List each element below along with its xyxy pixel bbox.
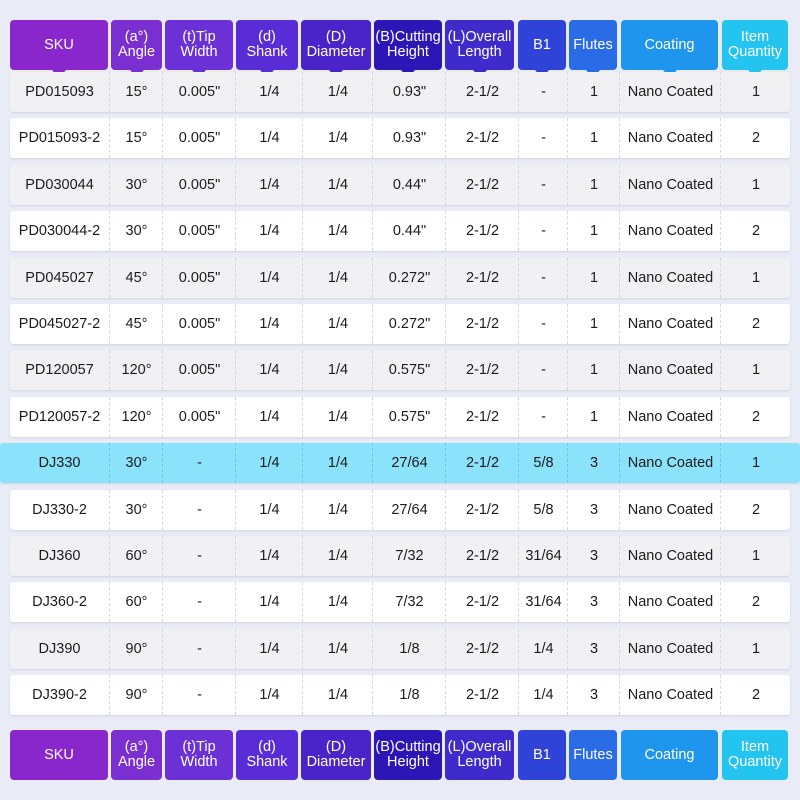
header-b1	[518, 20, 566, 70]
header-item-quantity	[722, 20, 788, 70]
cell-tip-width: 0.005"	[162, 118, 236, 158]
cell-item-quantity: 1	[720, 258, 791, 298]
header-text: (a°)	[124, 29, 149, 45]
footer-header-coating	[621, 730, 718, 780]
cell-angle: 15°	[109, 72, 163, 112]
table-row	[10, 165, 790, 205]
cell-sku: DJ330-2	[32, 501, 87, 518]
cell-flutes: 3	[567, 675, 620, 715]
cell-angle: 45°	[109, 304, 163, 344]
table-row	[10, 350, 790, 390]
header-text: Width	[180, 44, 218, 60]
cell-sku: PD030044	[25, 176, 94, 193]
cell-angle: 120°	[109, 397, 163, 437]
cell-cutting-height: 0.44"	[372, 165, 446, 205]
header-text: (a°)	[124, 739, 149, 755]
header-text: B1	[533, 746, 551, 763]
table-row	[10, 582, 790, 622]
table-row	[10, 397, 790, 437]
cell-cutting-height: 0.575"	[372, 350, 446, 390]
cell-shank: 1/4	[235, 165, 303, 205]
cell-shank: 1/4	[235, 629, 303, 669]
header-cutting-height	[374, 20, 442, 70]
footer-header-item-quantity	[722, 730, 788, 780]
cell-shank: 1/4	[235, 397, 303, 437]
cell-diameter: 1/4	[302, 350, 373, 390]
cell-cutting-height: 1/8	[372, 629, 446, 669]
cell-flutes: 1	[567, 304, 620, 344]
table-row	[0, 443, 800, 483]
cell-cutting-height: 0.272"	[372, 304, 446, 344]
cell-flutes: 3	[567, 582, 620, 622]
cell-b1: 1/4	[518, 629, 568, 669]
cell-item-quantity: 2	[720, 304, 791, 344]
header-text: (D)	[325, 739, 347, 755]
cell-diameter: 1/4	[302, 397, 373, 437]
cell-overall-length: 2-1/2	[445, 443, 519, 483]
cell-b1: -	[518, 72, 568, 112]
cell-sku: DJ390	[38, 640, 81, 657]
header-coating	[621, 20, 718, 70]
header-text: (B)Cutting	[375, 739, 441, 755]
footer-header-flutes	[569, 730, 617, 780]
cell-flutes: 1	[567, 258, 620, 298]
header-text: Length	[457, 44, 502, 60]
cell-angle: 90°	[109, 675, 163, 715]
cell-angle: 90°	[109, 629, 163, 669]
cell-item-quantity: 1	[720, 72, 791, 112]
cell-sku: PD015093-2	[18, 130, 101, 147]
table-row	[10, 258, 790, 298]
cell-b1: 31/64	[518, 582, 568, 622]
cell-shank: 1/4	[235, 118, 303, 158]
footer-header-angle	[111, 730, 162, 780]
header-text: SKU	[44, 36, 74, 53]
cell-item-quantity: 2	[720, 675, 791, 715]
cell-tip-width: -	[162, 582, 236, 622]
cell-cutting-height: 0.272"	[372, 258, 446, 298]
header-text: Flutes	[573, 746, 613, 763]
cell-diameter: 1/4	[302, 629, 373, 669]
cell-shank: 1/4	[235, 211, 303, 251]
cell-angle: 60°	[109, 582, 163, 622]
cell-coating: Nano Coated	[619, 258, 721, 298]
cell-diameter: 1/4	[302, 72, 373, 112]
cell-flutes: 1	[567, 397, 620, 437]
cell-cutting-height: 27/64	[372, 443, 446, 483]
header-angle	[111, 20, 162, 70]
footer-header-overall-length	[445, 730, 514, 780]
cell-shank: 1/4	[235, 443, 303, 483]
cell-coating: Nano Coated	[619, 118, 721, 158]
cell-angle: 15°	[109, 118, 163, 158]
cell-flutes: 1	[567, 118, 620, 158]
header-shank	[236, 20, 298, 70]
cell-sku: PD120057-2	[18, 408, 101, 425]
header-text: Length	[457, 754, 502, 770]
cell-overall-length: 2-1/2	[445, 165, 519, 205]
cell-tip-width: -	[162, 490, 236, 530]
cell-cutting-height: 1/8	[372, 675, 446, 715]
cell-item-quantity: 1	[720, 165, 791, 205]
cell-coating: Nano Coated	[619, 443, 721, 483]
header-diameter	[301, 20, 371, 70]
header-text: Shank	[246, 44, 288, 60]
cell-overall-length: 2-1/2	[445, 72, 519, 112]
cell-item-quantity: 2	[720, 211, 791, 251]
cell-b1: -	[518, 165, 568, 205]
header-text: (B)Cutting	[375, 29, 441, 45]
cell-angle: 30°	[109, 211, 163, 251]
table-row	[10, 211, 790, 251]
cell-b1: -	[518, 304, 568, 344]
cell-shank: 1/4	[235, 582, 303, 622]
table-row	[10, 675, 790, 715]
header-text: SKU	[44, 746, 74, 763]
cell-sku: PD045027-2	[18, 316, 101, 332]
cell-overall-length: 2-1/2	[445, 490, 519, 530]
cell-diameter: 1/4	[302, 118, 373, 158]
cell-overall-length: 2-1/2	[445, 536, 519, 576]
header-text: Item	[740, 739, 770, 755]
cell-tip-width: 0.005"	[162, 72, 236, 112]
cell-flutes: 3	[567, 490, 620, 530]
header-text: (L)Overall	[447, 29, 512, 45]
cell-overall-length: 2-1/2	[445, 211, 519, 251]
header-text: (t)Tip	[182, 29, 216, 45]
cell-shank: 1/4	[235, 675, 303, 715]
cell-flutes: 1	[567, 72, 620, 112]
cell-b1: -	[518, 350, 568, 390]
cell-diameter: 1/4	[302, 211, 373, 251]
cell-angle: 120°	[109, 350, 163, 390]
cell-shank: 1/4	[235, 304, 303, 344]
header-sku	[10, 20, 108, 70]
footer-header-b1	[518, 730, 566, 780]
table-row	[10, 304, 790, 344]
cell-flutes: 3	[567, 629, 620, 669]
cell-sku: DJ360-2	[32, 594, 87, 611]
cell-item-quantity: 2	[720, 490, 791, 530]
cell-cutting-height: 7/32	[372, 582, 446, 622]
header-text: Diameter	[306, 44, 366, 60]
cell-overall-length: 2-1/2	[445, 397, 519, 437]
cell-angle: 60°	[109, 536, 163, 576]
cell-shank: 1/4	[235, 490, 303, 530]
cell-tip-width: 0.005"	[162, 350, 236, 390]
cell-b1: -	[518, 258, 568, 298]
cell-overall-length: 2-1/2	[445, 304, 519, 344]
footer-header-shank	[236, 730, 298, 780]
cell-coating: Nano Coated	[619, 211, 721, 251]
cell-item-quantity: 1	[720, 350, 791, 390]
cell-coating: Nano Coated	[619, 304, 721, 344]
cell-tip-width: -	[162, 536, 236, 576]
header-text: Diameter	[306, 754, 366, 770]
cell-tip-width: -	[162, 675, 236, 715]
cell-diameter: 1/4	[302, 536, 373, 576]
header-text: Quantity	[728, 44, 782, 60]
cell-sku: PD120057	[25, 362, 94, 379]
cell-diameter: 1/4	[302, 304, 373, 344]
cell-overall-length: 2-1/2	[445, 258, 519, 298]
cell-tip-width: 0.005"	[162, 258, 236, 298]
header-text: Flutes	[573, 36, 613, 53]
cell-sku: DJ330	[38, 455, 81, 472]
header-overall-length	[445, 20, 514, 70]
footer-header-sku	[10, 730, 108, 780]
cell-angle: 30°	[109, 490, 163, 530]
cell-coating: Nano Coated	[619, 675, 721, 715]
cell-coating: Nano Coated	[619, 490, 721, 530]
cell-diameter: 1/4	[302, 258, 373, 298]
cell-coating: Nano Coated	[619, 536, 721, 576]
header-text: Height	[387, 44, 429, 60]
header-tip-width	[165, 20, 233, 70]
cell-shank: 1/4	[235, 72, 303, 112]
cell-overall-length: 2-1/2	[445, 675, 519, 715]
cell-item-quantity: 1	[720, 443, 791, 483]
cell-shank: 1/4	[235, 258, 303, 298]
cell-tip-width: 0.005"	[162, 304, 236, 344]
cell-sku: PD045027	[25, 269, 94, 286]
cell-item-quantity: 2	[720, 118, 791, 158]
cell-cutting-height: 0.93"	[372, 72, 446, 112]
header-text: Height	[387, 754, 429, 770]
cell-b1: -	[518, 118, 568, 158]
cell-coating: Nano Coated	[619, 397, 721, 437]
cell-coating: Nano Coated	[619, 629, 721, 669]
cell-flutes: 1	[567, 350, 620, 390]
header-text: Coating	[644, 36, 695, 53]
header-text: (t)Tip	[182, 739, 216, 755]
cell-b1: 1/4	[518, 675, 568, 715]
cell-overall-length: 2-1/2	[445, 582, 519, 622]
header-text: Quantity	[728, 754, 782, 770]
cell-cutting-height: 27/64	[372, 490, 446, 530]
cell-angle: 30°	[109, 443, 163, 483]
cell-cutting-height: 0.93"	[372, 118, 446, 158]
cell-sku: DJ390-2	[32, 687, 87, 704]
cell-cutting-height: 0.44"	[372, 211, 446, 251]
cell-diameter: 1/4	[302, 582, 373, 622]
cell-overall-length: 2-1/2	[445, 118, 519, 158]
cell-tip-width: -	[162, 443, 236, 483]
header-text: Shank	[246, 754, 288, 770]
header-text: (D)	[325, 29, 347, 45]
cell-flutes: 1	[567, 211, 620, 251]
cell-sku: PD015093	[25, 84, 94, 100]
cell-diameter: 1/4	[302, 675, 373, 715]
cell-cutting-height: 0.575"	[372, 397, 446, 437]
cell-item-quantity: 2	[720, 582, 791, 622]
cell-item-quantity: 1	[720, 629, 791, 669]
cell-angle: 30°	[109, 165, 163, 205]
cell-tip-width: 0.005"	[162, 211, 236, 251]
cell-flutes: 3	[567, 536, 620, 576]
header-flutes	[569, 20, 617, 70]
cell-sku: DJ360	[38, 548, 81, 564]
cell-flutes: 1	[567, 165, 620, 205]
cell-sku: PD030044-2	[18, 223, 101, 240]
cell-overall-length: 2-1/2	[445, 350, 519, 390]
cell-coating: Nano Coated	[619, 72, 721, 112]
header-text: Item	[740, 29, 770, 45]
cell-shank: 1/4	[235, 536, 303, 576]
cell-diameter: 1/4	[302, 443, 373, 483]
cell-tip-width: 0.005"	[162, 397, 236, 437]
cell-tip-width: 0.005"	[162, 165, 236, 205]
table-row	[10, 490, 790, 530]
cell-tip-width: -	[162, 629, 236, 669]
cell-coating: Nano Coated	[619, 582, 721, 622]
header-row-top	[0, 20, 800, 70]
cell-angle: 45°	[109, 258, 163, 298]
cell-b1: 5/8	[518, 443, 568, 483]
cell-coating: Nano Coated	[619, 165, 721, 205]
footer-header-cutting-height	[374, 730, 442, 780]
header-text: (L)Overall	[447, 739, 512, 755]
table-row	[10, 629, 790, 669]
footer-header-diameter	[301, 730, 371, 780]
cell-diameter: 1/4	[302, 490, 373, 530]
header-row-bottom	[0, 730, 800, 780]
cell-item-quantity: 1	[720, 536, 791, 576]
cell-item-quantity: 2	[720, 397, 791, 437]
cell-overall-length: 2-1/2	[445, 629, 519, 669]
header-text: Angle	[117, 44, 156, 60]
cell-cutting-height: 7/32	[372, 536, 446, 576]
cell-flutes: 3	[567, 443, 620, 483]
cell-b1: -	[518, 211, 568, 251]
table-row	[10, 72, 790, 112]
cell-shank: 1/4	[235, 350, 303, 390]
cell-b1: 31/64	[518, 536, 568, 576]
cell-diameter: 1/4	[302, 165, 373, 205]
header-text: Coating	[644, 746, 695, 763]
footer-header-tip-width	[165, 730, 233, 780]
cell-b1: 5/8	[518, 490, 568, 530]
header-text: (d)	[258, 29, 276, 45]
header-text: Angle	[117, 754, 156, 770]
cell-b1: -	[518, 397, 568, 437]
cell-coating: Nano Coated	[619, 350, 721, 390]
header-text: B1	[533, 36, 551, 53]
header-text: Width	[180, 754, 218, 770]
table-row	[10, 118, 790, 158]
header-text: (d)	[258, 739, 276, 755]
table-row	[10, 536, 790, 576]
